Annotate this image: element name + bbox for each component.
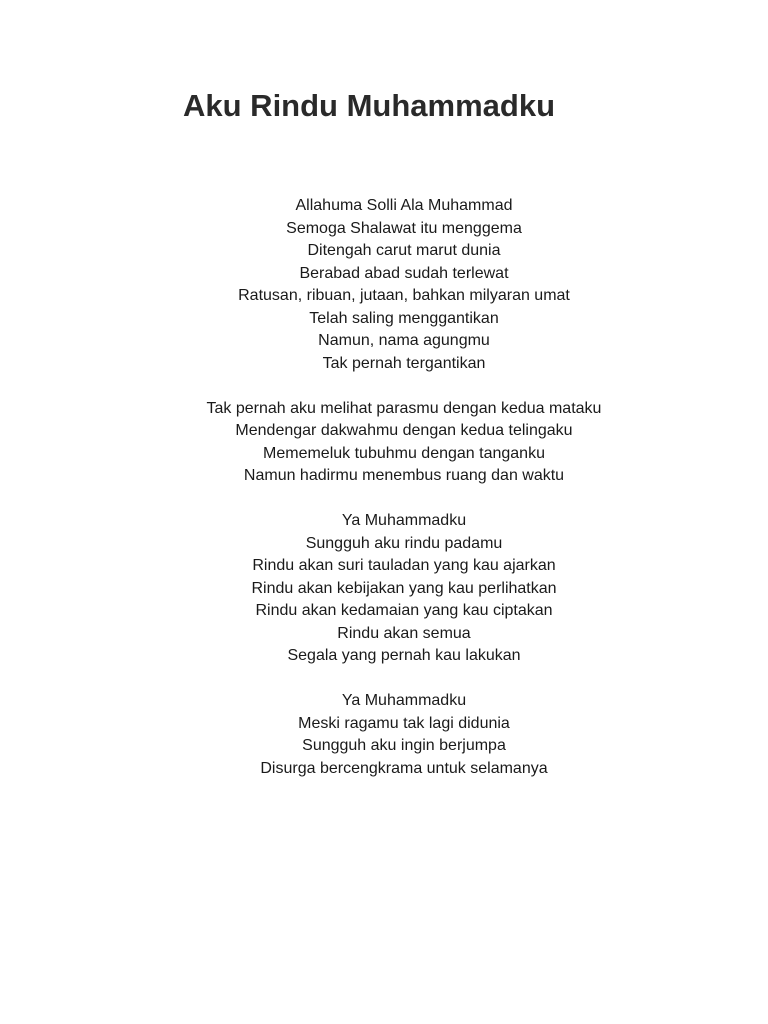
poem-body: [0, 195, 768, 803]
poem-line: Rindu akan kebijakan yang kau perlihatkan: [251, 579, 557, 597]
poem-line: Meski ragamu tak lagi didunia: [298, 714, 510, 732]
poem-line: Namun hadirmu menembus ruang dan waktu: [243, 467, 565, 484]
poem-line: Disurga bercengkrama untuk selamanya: [260, 759, 548, 777]
poem-line: Segala yang pernah kau lakukan: [287, 647, 521, 664]
poem-line: Allahuma Solli Ala Muhammad: [295, 197, 513, 214]
poem-stanza: [0, 195, 768, 375]
poem-line: Namun, nama agungmu: [318, 332, 490, 349]
poem-line: Rindu akan suri tauladan yang kau ajarkan: [252, 557, 556, 574]
poem-line: Berabad abad sudah terlewat: [299, 264, 509, 282]
poem-line: Semoga Shalawat itu menggema: [286, 219, 522, 237]
poem-stanza: [0, 690, 768, 780]
poem-line: Ratusan, ribuan, jutaan, bahkan milyaran umat: [238, 287, 570, 304]
poem-stanza: [0, 398, 768, 488]
poem-line: Ditengah carut marut dunia: [307, 242, 501, 259]
poem-line: Ya Muhammadku: [341, 512, 467, 529]
poem-line: Ya Muhammadku: [341, 692, 467, 709]
poem-line: Sungguh aku ingin berjumpa: [302, 737, 506, 754]
poem-line: Mememeluk tubuhmu dengan tanganku: [263, 444, 545, 462]
poem-line: Tak pernah tergantikan: [322, 354, 486, 372]
poem-line: Mendengar dakwahmu dengan kedua telingaku: [235, 422, 573, 439]
poem-stanza: [0, 510, 768, 668]
poem-line: Rindu akan semua: [337, 624, 471, 642]
page-title: Aku Rindu Muhammadku: [183, 88, 556, 123]
poem-line: Rindu akan kedamaian yang kau ciptakan: [255, 602, 553, 619]
poem-line: Telah saling menggantikan: [309, 309, 499, 327]
poem-line: Sungguh aku rindu padamu: [305, 534, 503, 552]
poem-line: Tak pernah aku melihat parasmu dengan kedua mataku: [206, 399, 602, 417]
